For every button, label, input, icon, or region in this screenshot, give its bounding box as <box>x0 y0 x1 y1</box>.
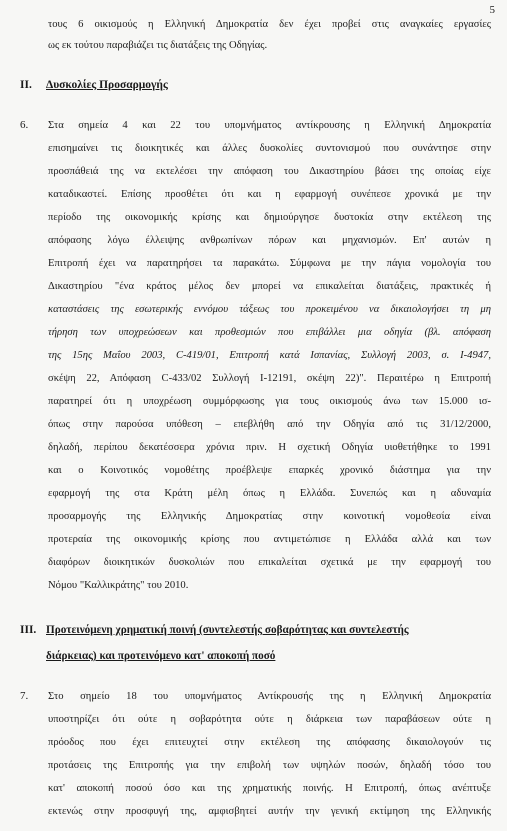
paragraph-line: απόφασης λόγω έλλειψης ανθρωπίνων πόρων και μηχανισμών. Επ' αυτών η <box>48 235 491 246</box>
paragraph-line: υποστηρίζει ότι ούτε η σοβαρότητα ούτε η διάρκεια των παραβάσεων ούτε η <box>48 714 491 725</box>
paragraph-line: προσπάθειά της να εκτελέσει την απόφαση του Δικαστηρίου βάσει της οποίας είχε <box>48 166 491 177</box>
paragraph-line: εκτενώς στην προσφυγή της, αμφισβητεί αυτήν την γενική εκτίμηση της Ελληνικής <box>48 806 491 817</box>
paragraph-line: Επιτροπή έχει να παρατηρήσει τα παρακάτω. Σύμφωνα με την πάγια νομολογία του <box>48 258 491 269</box>
paragraph-line: επισημαίνει τις διοικητικές και άλλες δυσκολίες συντονισμού που συνάντησε στην <box>48 143 491 154</box>
paragraph-line: τήρηση των υποχρεώσεων και προθεσμιών που επιβάλλει μια οδηγία (βλ. απόφαση <box>48 327 491 338</box>
section-title: διάρκειας) και προτεινόμενο κατ' αποκοπή ποσό <box>46 650 276 662</box>
section-title: Δυσκολίες Προσαρμογής <box>46 79 168 91</box>
paragraph-line: Νόμου "Καλλικράτης" του 2010. <box>48 580 189 591</box>
paragraph-line: δηλαδή, περίπου δεκατέσσερα χρόνια πριν. Η σχετική Οδηγία υιοθετήθηκε το 1991 <box>48 442 491 453</box>
section-number: II. <box>20 79 32 91</box>
paragraph-line: διαφόρων διοικητικών δυσκολιών που επικαλείται σχετικά με την εφαρμογή του <box>48 557 491 568</box>
intro-line: ως εκ τούτου παραβιάζει τις διατάξεις της Οδηγίας. <box>48 40 268 51</box>
paragraph-line: Δικαστηρίου "ένα κράτος μέλος δεν μπορεί να επικαλείται διατάξεις, πρακτικές ή <box>48 281 491 292</box>
paragraph-line: σκέψη 22, Απόφαση C-433/02 Συλλογή I-12191, σκέψη 22)". Περαιτέρω η Επιτροπή <box>48 373 491 384</box>
paragraph-number: 6. <box>20 119 29 131</box>
paragraph-line: παρατηρεί ότι η υποχρέωση συμμόρφωσης για τους οικισμούς άνω των 15.000 ισ- <box>48 396 491 407</box>
paragraph-line: Στα σημεία 4 και 22 του υπομνήματος αντίκρουσης η Ελληνική Δημοκρατία <box>48 120 491 131</box>
paragraph-line: καταδικαστεί. Επίσης προσθέτει ότι και η εφαρμογή συνέπεσε χρονικά με την <box>48 189 491 200</box>
section-title: Προτεινόμενη χρηματική ποινή (συντελεστής σοβαρότητας και συντελεστής <box>46 624 409 636</box>
paragraph-line: της 15ης Μαΐου 2003, C-419/01, Επιτροπή κατά Ισπανίας, Συλλογή 2003, σ. I-4947, <box>48 350 491 361</box>
paragraph-line: κατ' αποκοπή ποσού όσο και της χρηματικής ποινής. Η Επιτροπή, όπως ανέπτυξε <box>48 783 491 794</box>
intro-line: τους 6 οικισμούς η Ελληνική Δημοκρατία δεν έχει προβεί στις αναγκαίες εργασίες <box>48 19 491 30</box>
paragraph-line: και ο Κοινοτικός νομοθέτης προέβλεψε επαρκές χρονικό διάστημα για την <box>48 465 491 476</box>
paragraph-line: προσαρμογής της Ελληνικής Δημοκρατίας στην κοινοτική νομοθεσία είναι <box>48 511 491 522</box>
paragraph-line: καταστάσεις της εσωτερικής εννόμου τάξεως του προκειμένου να δικαιολογήσει τη μη <box>48 304 491 315</box>
paragraph-number: 7. <box>20 690 29 702</box>
paragraph-line: όπως στην παρούσα υπόθεση – επεβλήθη από την Οδηγία από τις 31/12/2000, <box>48 419 491 430</box>
paragraph-line: Στο σημείο 18 του υπομνήματος Αντίκρουσής της η Ελληνική Δημοκρατία <box>48 691 491 702</box>
paragraph-line: πρόοδος που έχει επιτευχτεί στην εκτέλεση της απόφασης δικαιολογούν τις <box>48 737 491 748</box>
paragraph-line: προτεραία της οικονομικής κρίσης που αντιμετώπισε η Ελλάδα αλλά και των <box>48 534 491 545</box>
paragraph-line: περίοδο της οικονομικής κρίσης και δημιούργησε δυστοκία στην εκτέλεση της <box>48 212 491 223</box>
page-number: 5 <box>489 4 495 16</box>
paragraph-line: εφαρμογή της στα Κράτη μέλη όπως η Ελλάδα. Συνεπώς και η αδυναμία <box>48 488 491 499</box>
section-number: III. <box>20 624 37 636</box>
paragraph-line: προτάσεις της Επιτροπής για την επιβολή των υψηλών ποσών, δηλαδή τόσο του <box>48 760 491 771</box>
